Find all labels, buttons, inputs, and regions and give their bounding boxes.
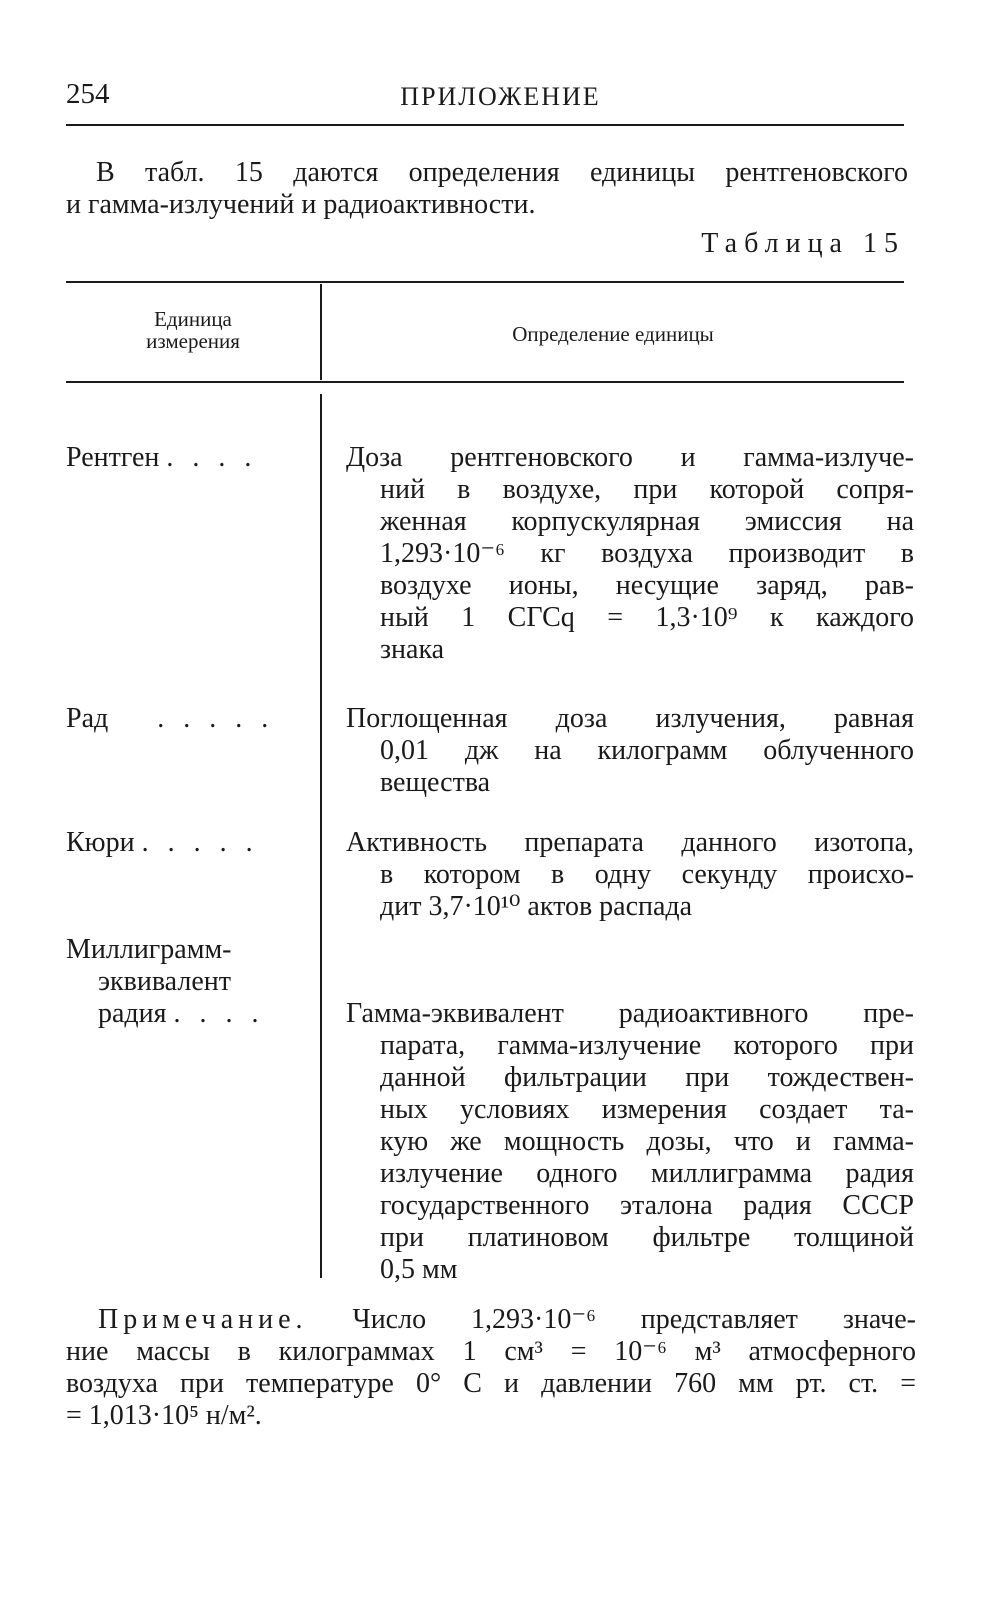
unit-label-line2: эквивалент bbox=[98, 966, 231, 997]
table-label: Таблица 15 bbox=[701, 228, 905, 259]
running-title: ПРИЛОЖЕНИЕ bbox=[400, 82, 601, 111]
definition-rad bbox=[346, 703, 914, 799]
definition-line: воздухе ионы, несущие заряд, рав- bbox=[380, 570, 914, 601]
page-number: 254 bbox=[66, 78, 110, 110]
intro-line-2: и гамма-излучений и радиоактивности. bbox=[66, 189, 536, 220]
definition-line: при платиновом фильтре толщиной bbox=[380, 1222, 914, 1253]
note-paragraph bbox=[66, 1304, 916, 1432]
definition-line: Поглощенная доза излучения, равная bbox=[346, 703, 914, 734]
leader-dots: . . . . . bbox=[141, 827, 259, 858]
column-header-unit bbox=[66, 308, 320, 352]
definition-line: данной фильтрации при тождествен- bbox=[380, 1062, 914, 1093]
definition-line: Активность препарата данного изотопа, bbox=[346, 827, 914, 858]
leader-dots: . . . . bbox=[166, 442, 258, 473]
unit-label: Кюри bbox=[66, 827, 135, 858]
column-header-unit-line1: Единица bbox=[154, 307, 232, 331]
definition-line: знака bbox=[380, 634, 445, 665]
header-rule bbox=[66, 124, 904, 126]
definition-line: вещества bbox=[380, 767, 491, 798]
unit-label: Рад bbox=[66, 703, 109, 734]
definition-line: 0,5 мм bbox=[380, 1254, 458, 1285]
definition-line: дит 3,7·10¹⁰ актов распада bbox=[380, 891, 693, 922]
unit-label: Рентген bbox=[66, 442, 160, 473]
unit-milligram-equivalent bbox=[66, 934, 306, 1030]
definition-line: 0,01 дж на килограмм облученного bbox=[380, 735, 914, 766]
definition-line: ний в воздухе, при которой сопря- bbox=[380, 474, 914, 505]
definition-line: ный 1 СГСq = 1,3·10⁹ к каждого bbox=[380, 602, 914, 633]
note-line-1 bbox=[66, 1304, 916, 1336]
definition-curie bbox=[346, 827, 914, 923]
note-label: Примечание. bbox=[98, 1304, 308, 1335]
definition-line: в котором в одну секунду происхо- bbox=[380, 859, 914, 890]
definition-line: кую же мощность дозы, что и гамма- bbox=[380, 1126, 914, 1157]
definition-line: 1,293·10⁻⁶ кг воздуха производит в bbox=[380, 538, 914, 569]
leader-dots: . . . . bbox=[173, 998, 265, 1029]
intro-line-1: В табл. 15 даются определения единицы рентгеновского bbox=[96, 157, 908, 188]
unit-rad bbox=[66, 703, 306, 735]
definition-line: излучение одного миллиграмма радия bbox=[380, 1158, 914, 1189]
leader-dots: . . . . . bbox=[157, 703, 275, 734]
definition-line: Гамма-эквивалент радиоактивного пре- bbox=[346, 998, 914, 1029]
definition-line: ных условиях измерения создает та- bbox=[380, 1094, 914, 1125]
note-line-2: ние массы в килограммах 1 см³ = 10⁻⁶ м³ атмосферного bbox=[66, 1336, 916, 1367]
unit-curie bbox=[66, 827, 306, 859]
table-body-divider bbox=[320, 394, 322, 1278]
column-header-definition: Определение единицы bbox=[512, 322, 714, 346]
definition-line: парата, гамма-излучение которого при bbox=[380, 1030, 914, 1061]
table-top-rule bbox=[66, 281, 904, 283]
definition-milligram-equivalent bbox=[346, 998, 914, 1286]
unit-label-line1: Миллиграмм- bbox=[66, 934, 232, 965]
definition-line: государственного эталона радия СССР bbox=[380, 1190, 914, 1221]
note-line-4: = 1,013·10⁵ н/м². bbox=[66, 1400, 262, 1431]
definition-line: женная корпускулярная эмиссия на bbox=[380, 506, 914, 537]
definition-line: Доза рентгеновского и гамма-излуче- bbox=[346, 442, 914, 473]
column-header-unit-line2: измерения bbox=[146, 329, 240, 353]
unit-roentgen bbox=[66, 442, 306, 474]
note-text-1: Число 1,293·10⁻⁶ представляет значе- bbox=[352, 1304, 916, 1335]
note-line-3: воздуха при температуре 0° С и давлении 760 мм рт. ст. = bbox=[66, 1368, 916, 1399]
table-header-rule bbox=[66, 381, 904, 383]
definition-roentgen bbox=[346, 442, 914, 666]
intro-paragraph bbox=[66, 157, 908, 221]
unit-label-line3: радия bbox=[98, 998, 167, 1029]
unit-label-line3-wrap bbox=[66, 998, 306, 1030]
